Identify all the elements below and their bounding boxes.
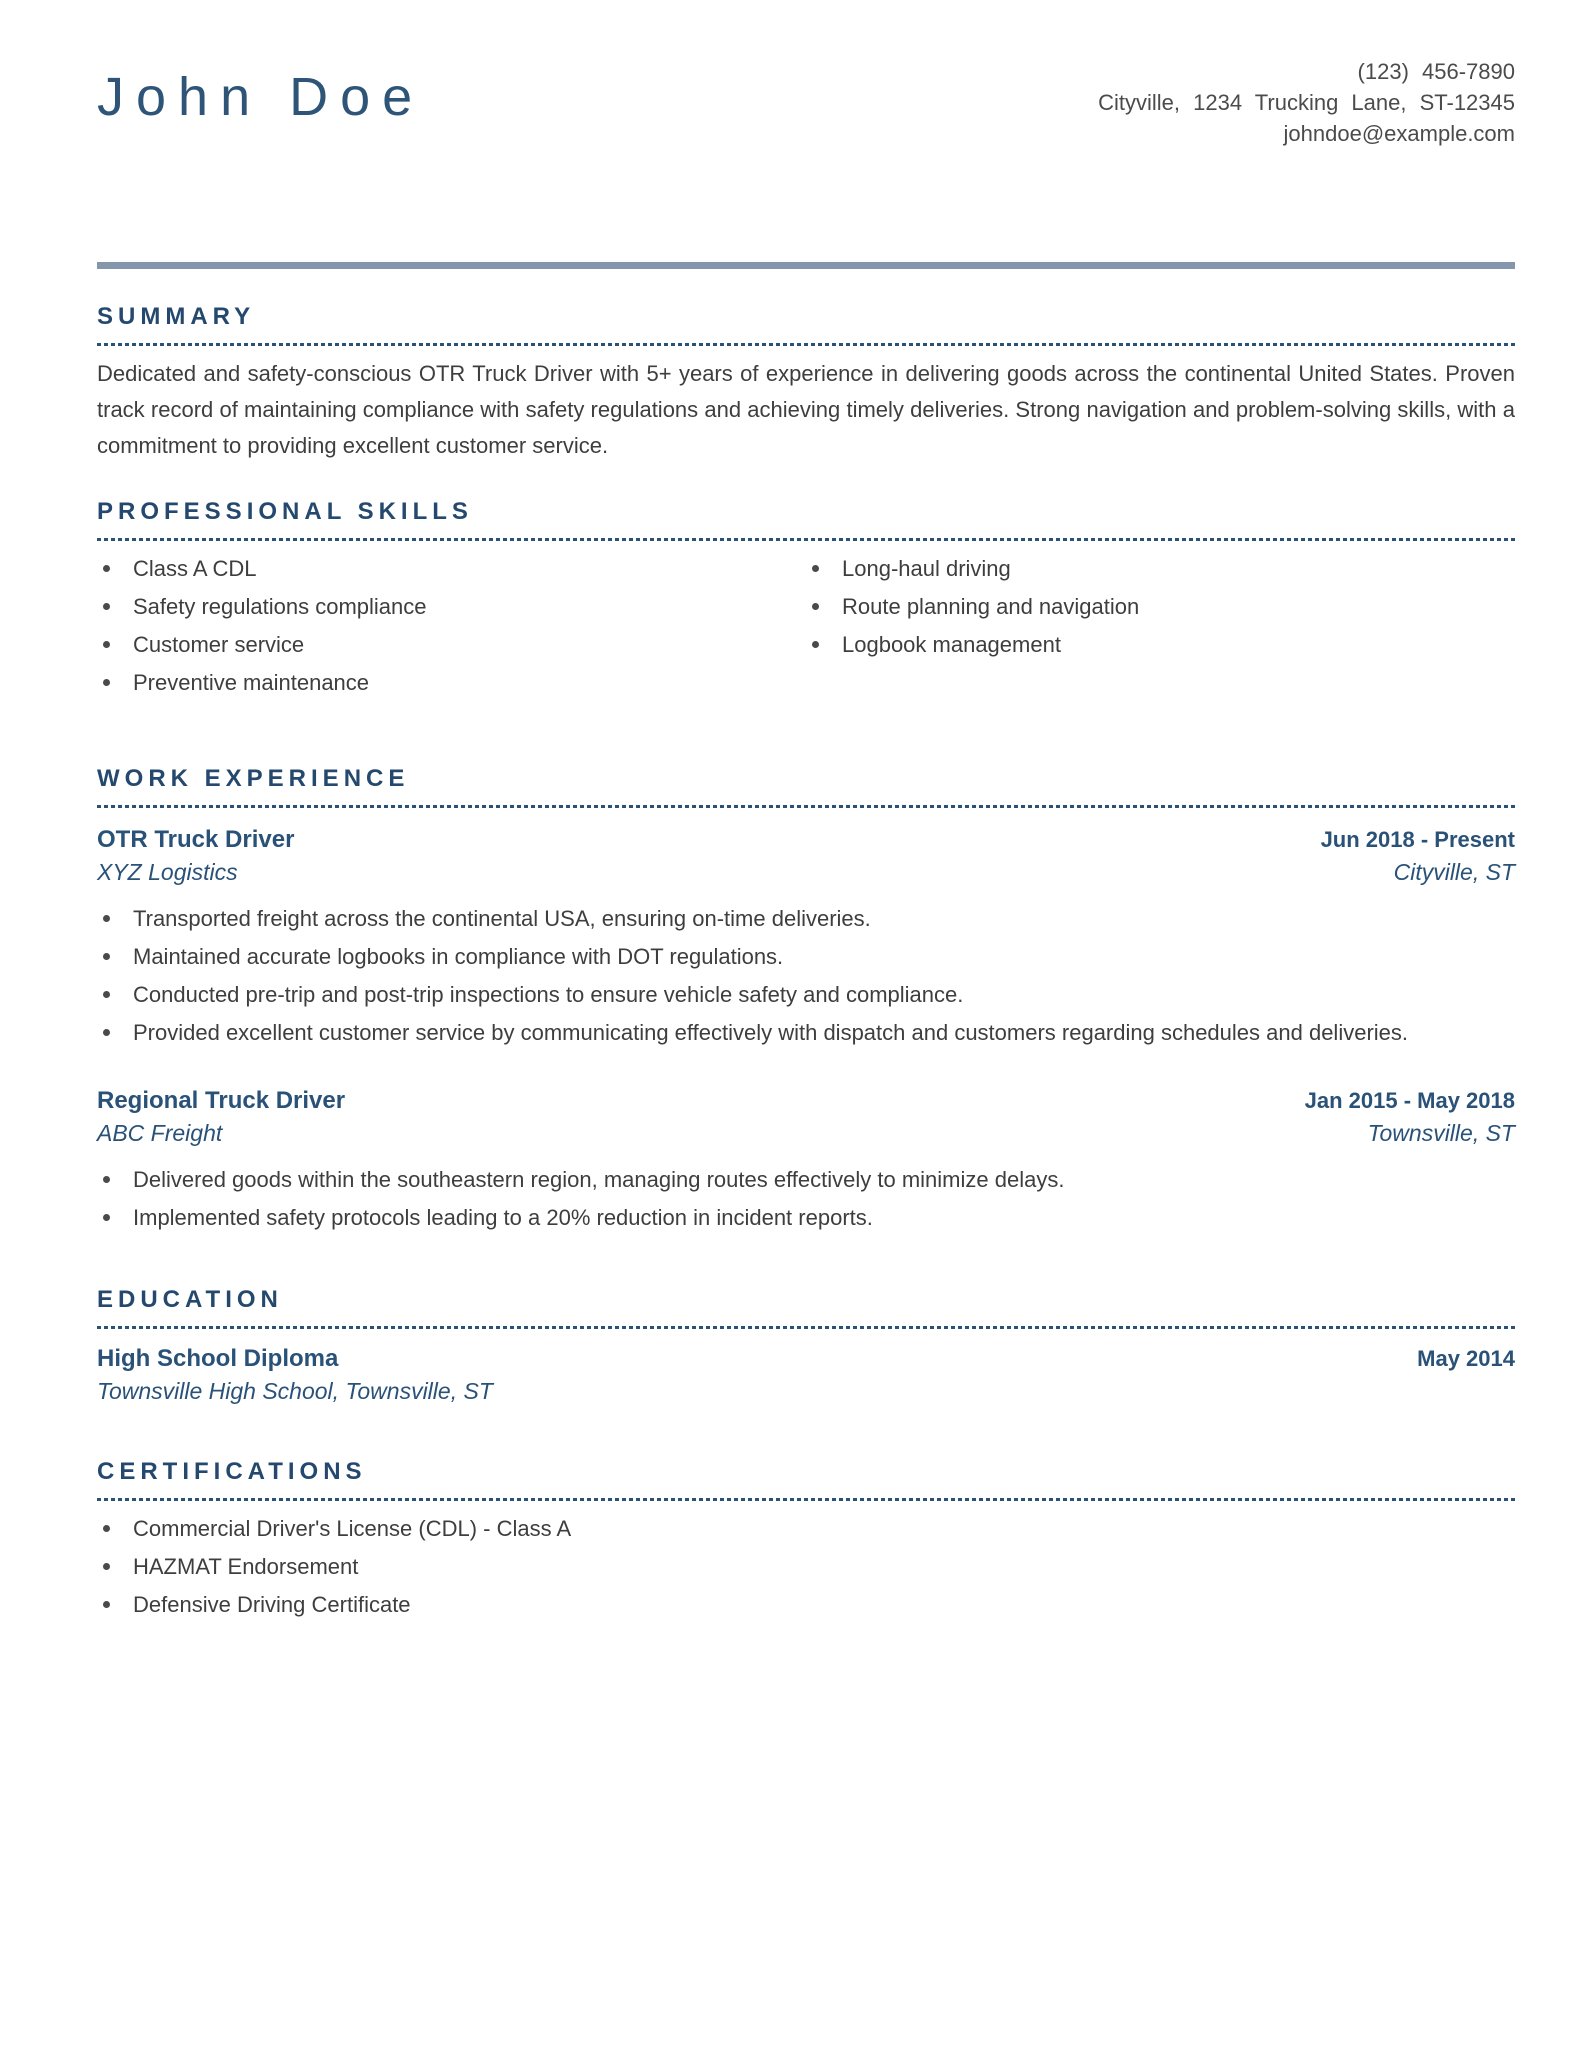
education-entry [97, 1343, 1515, 1408]
job-location: Townsville, ST [1367, 1120, 1515, 1146]
job-bullet [97, 939, 1515, 975]
dotted-divider [97, 1326, 1515, 1329]
job-entry [97, 1085, 1515, 1236]
bullet-icon [103, 991, 110, 998]
certification-label: Defensive Driving Certificate [133, 1592, 411, 1617]
skills-column-left [97, 551, 806, 703]
certification-item [97, 1549, 1515, 1585]
summary-text: Dedicated and safety-conscious OTR Truck Driver with 5+ years of experience in delivering goods across the continental United States. Proven track record of maintaining compliance with safety regulations and achieving timely deliveries. Strong navigation and problem-solving skills, with a commitment to providing excellent customer service. [97, 361, 1515, 458]
section-education [97, 1286, 1515, 1408]
skill-label: Logbook management [842, 632, 1061, 657]
bullet-icon [103, 915, 110, 922]
section-title-summary: SUMMARY [97, 303, 256, 330]
certification-label: Commercial Driver's License (CDL) - Class A [133, 1516, 572, 1541]
job-bullet [97, 1162, 1515, 1198]
contact-info [1098, 56, 1515, 149]
job-dates: Jun 2018 - Present [1320, 827, 1515, 852]
job-company-row [97, 856, 1515, 889]
job-title: Regional Truck Driver [97, 1087, 346, 1114]
skill-label: Route planning and navigation [842, 594, 1140, 619]
skill-item [97, 627, 806, 663]
job-bullet [97, 1015, 1515, 1051]
job-bullet-text: Transported freight across the continental USA, ensuring on-time deliveries. [133, 906, 871, 931]
person-name: John Doe [97, 67, 425, 127]
job-entry [97, 824, 1515, 1051]
job-company: XYZ Logistics [97, 859, 238, 885]
bullet-icon [103, 953, 110, 960]
section-skills [97, 498, 1515, 703]
job-title-row [97, 824, 1515, 856]
job-bullet-list [97, 901, 1515, 1051]
skill-label: Long-haul driving [842, 556, 1011, 581]
bullet-icon [103, 565, 110, 572]
bullet-icon [103, 1525, 110, 1532]
skill-item [97, 665, 806, 701]
bullet-icon [103, 1601, 110, 1608]
skill-item [806, 551, 1515, 587]
section-title-skills: PROFESSIONAL SKILLS [97, 498, 473, 525]
bullet-icon [812, 603, 819, 610]
skill-label: Customer service [133, 632, 305, 657]
job-company-row [97, 1117, 1515, 1150]
contact-line: (123) 456-7890 [1357, 59, 1515, 84]
skill-label: Class A CDL [133, 556, 257, 581]
section-title-work-experience: WORK EXPERIENCE [97, 765, 410, 792]
bullet-icon [103, 603, 110, 610]
job-bullet-list [97, 1162, 1515, 1236]
bullet-icon [103, 641, 110, 648]
skill-item [806, 589, 1515, 625]
contact-line: Cityville, 1234 Trucking Lane, ST-12345 [1098, 90, 1515, 115]
bullet-icon [103, 1029, 110, 1036]
section-summary [97, 303, 1515, 464]
certification-label: HAZMAT Endorsement [133, 1554, 359, 1579]
section-work-experience [97, 765, 1515, 1236]
certification-item [97, 1587, 1515, 1623]
contact-line: johndoe@example.com [1283, 121, 1515, 146]
job-company: ABC Freight [97, 1120, 223, 1146]
job-bullet-text: Delivered goods within the southeastern region, managing routes effectively to minimize delays. [133, 1167, 1065, 1192]
section-title-certifications: CERTIFICATIONS [97, 1458, 367, 1485]
skill-item [806, 627, 1515, 663]
section-certifications [97, 1458, 1515, 1623]
job-bullet [97, 901, 1515, 937]
bullet-icon [103, 1214, 110, 1221]
bullet-icon [103, 1563, 110, 1570]
job-bullet-text: Maintained accurate logbooks in compliance with DOT regulations. [133, 944, 784, 969]
skill-item [97, 551, 806, 587]
job-dates: Jan 2015 - May 2018 [1304, 1088, 1515, 1113]
dotted-divider [97, 1498, 1515, 1501]
skills-grid [97, 541, 1515, 703]
job-location: Cityville, ST [1393, 859, 1515, 885]
section-title-education: EDUCATION [97, 1286, 283, 1313]
education-school: Townsville High School, Townsville, ST [97, 1378, 493, 1404]
job-bullet [97, 977, 1515, 1013]
job-bullet-text: Implemented safety protocols leading to a 20% reduction in incident reports. [133, 1205, 873, 1230]
dotted-divider [97, 343, 1515, 346]
education-date: May 2014 [1417, 1346, 1515, 1371]
bullet-icon [812, 565, 819, 572]
certification-list [97, 1511, 1515, 1623]
skill-label: Preventive maintenance [133, 670, 370, 695]
job-bullet [97, 1200, 1515, 1236]
job-title-row [97, 1085, 1515, 1117]
job-bullet-text: Provided excellent customer service by communicating effectively with dispatch and customers regarding schedules and deliveries. [133, 1020, 1409, 1045]
skill-label: Safety regulations compliance [133, 594, 427, 619]
dotted-divider [97, 805, 1515, 808]
skill-item [97, 589, 806, 625]
bullet-icon [103, 1176, 110, 1183]
bullet-icon [103, 679, 110, 686]
bullet-icon [812, 641, 819, 648]
header-divider-bar [97, 262, 1515, 269]
certification-item [97, 1511, 1515, 1547]
job-bullet-text: Conducted pre-trip and post-trip inspections to ensure vehicle safety and compliance. [133, 982, 964, 1007]
skills-column-right [806, 551, 1515, 703]
job-title: OTR Truck Driver [97, 826, 295, 853]
job-list [97, 824, 1515, 1236]
resume-header [97, 52, 1515, 149]
education-degree: High School Diploma [97, 1345, 339, 1372]
education-title-row [97, 1343, 1515, 1375]
